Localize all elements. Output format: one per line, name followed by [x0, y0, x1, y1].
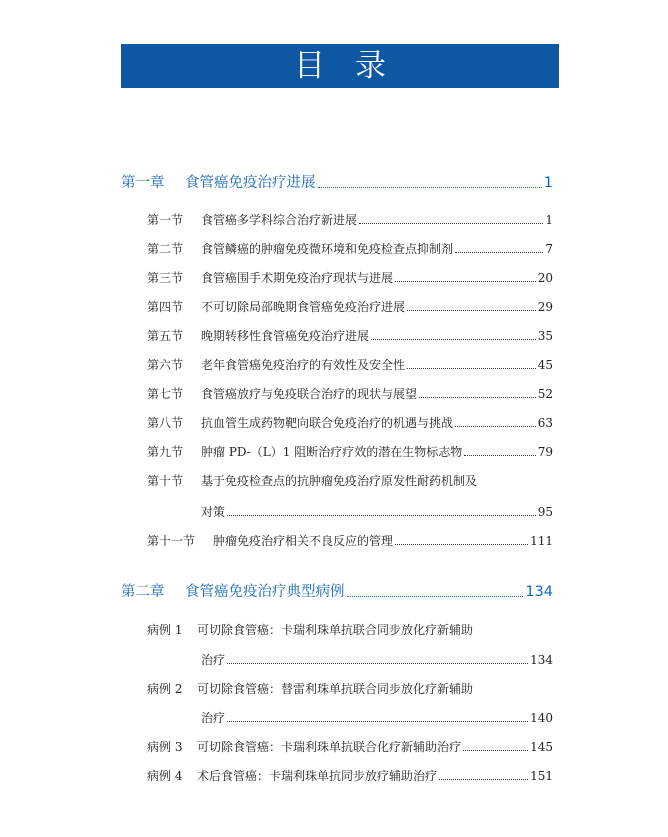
toc-case-continuation[interactable]	[201, 709, 553, 726]
section-label: 第六节	[147, 358, 184, 372]
toc-section[interactable]	[147, 472, 553, 489]
dot-leader	[407, 310, 536, 311]
section-title: 食管癌放疗与免疫联合治疗的现状与展望	[201, 387, 418, 401]
case-page: 145	[530, 740, 553, 754]
chapter-title: 食管癌免疫治疗典型病例	[185, 584, 345, 600]
toc-case[interactable]	[147, 767, 553, 784]
case-title: 可切除食管癌：卡瑞利珠单抗联合同步放化疗新辅助	[197, 623, 474, 637]
chapter-title: 食管癌免疫治疗进展	[185, 175, 316, 191]
case-label: 病例 2	[147, 682, 183, 696]
toc-section[interactable]	[147, 532, 553, 549]
section-page: 1	[545, 213, 553, 227]
section-title: 食管癌多学科综合治疗新进展	[201, 213, 358, 227]
section-page: 35	[537, 329, 553, 343]
section-title: 食管癌围手术期免疫治疗现状与进展	[201, 271, 394, 285]
section-title: 晚期转移性食管癌免疫治疗进展	[201, 329, 370, 343]
section-label: 第二节	[147, 242, 184, 256]
section-title: 老年食管癌免疫治疗的有效性及安全性	[201, 358, 406, 372]
section-page: 20	[537, 271, 553, 285]
chapter-page: 134	[525, 584, 553, 600]
section-title: 不可切除局部晚期食管癌免疫治疗进展	[201, 300, 406, 314]
toc-section[interactable]	[147, 327, 553, 344]
case-label: 病例 1	[147, 623, 183, 637]
dot-leader	[419, 397, 536, 398]
dot-leader	[395, 281, 536, 282]
dot-leader	[371, 339, 536, 340]
section-label: 第八节	[147, 416, 184, 430]
section-page: 63	[537, 416, 553, 430]
section-label: 第七节	[147, 387, 184, 401]
section-page: 79	[537, 445, 553, 459]
dot-leader	[227, 721, 528, 722]
section-page: 111	[530, 534, 553, 548]
dot-leader	[463, 750, 528, 751]
dot-leader	[227, 515, 536, 516]
section-page: 95	[537, 505, 553, 519]
dot-leader	[455, 426, 536, 427]
dot-leader	[407, 368, 536, 369]
dot-leader	[455, 252, 543, 253]
toc-section[interactable]	[147, 356, 553, 373]
case-page: 140	[530, 711, 553, 725]
dot-leader	[464, 455, 536, 456]
section-page: 45	[537, 358, 553, 372]
toc-section[interactable]	[147, 269, 553, 286]
section-label: 第十一节	[147, 534, 196, 548]
section-title: 基于免疫检查点的抗肿瘤免疫治疗原发性耐药机制及	[201, 474, 478, 488]
section-title: 肿瘤免疫治疗相关不良反应的管理	[213, 534, 394, 548]
case-title-cont: 治疗	[201, 711, 226, 725]
section-page: 29	[537, 300, 553, 314]
dot-leader	[359, 223, 543, 224]
dot-leader	[395, 544, 528, 545]
case-label: 病例 3	[147, 740, 183, 754]
case-title: 可切除食管癌：替雷利珠单抗联合同步放化疗新辅助	[197, 682, 474, 696]
toc-case[interactable]	[147, 680, 553, 697]
section-label: 第四节	[147, 300, 184, 314]
case-page: 134	[530, 653, 553, 667]
toc-case[interactable]	[147, 738, 553, 755]
toc-chapter-1[interactable]	[121, 171, 553, 192]
chapter-page: 1	[543, 175, 553, 191]
section-label: 第九节	[147, 445, 184, 459]
case-page: 151	[530, 769, 553, 783]
chapter-label: 第二章	[121, 584, 165, 600]
section-title-cont: 对策	[201, 505, 226, 519]
chapter-label: 第一章	[121, 175, 165, 191]
case-label: 病例 4	[147, 769, 183, 783]
toc-title: 目录	[294, 47, 416, 84]
toc-section[interactable]	[147, 211, 553, 228]
dot-leader	[439, 779, 528, 780]
section-label: 第一节	[147, 213, 184, 227]
section-label: 第十节	[147, 474, 184, 488]
dot-leader	[318, 187, 542, 188]
section-page: 52	[537, 387, 553, 401]
section-page: 7	[545, 242, 553, 256]
toc-case[interactable]	[147, 621, 553, 638]
toc-case-continuation[interactable]	[201, 651, 553, 668]
toc-section[interactable]	[147, 385, 553, 402]
toc-section[interactable]	[147, 414, 553, 431]
case-title-cont: 治疗	[201, 653, 226, 667]
toc-chapter-2[interactable]	[121, 580, 553, 601]
section-label: 第三节	[147, 271, 184, 285]
toc-section-continuation[interactable]	[201, 503, 553, 520]
section-title: 肿瘤 PD-（L）1 阻断治疗疗效的潜在生物标志物	[201, 445, 463, 459]
toc-banner	[121, 44, 559, 88]
section-label: 第五节	[147, 329, 184, 343]
toc-section[interactable]	[147, 240, 553, 257]
toc-section[interactable]	[147, 298, 553, 315]
case-title: 术后食管癌：卡瑞利珠单抗同步放疗辅助治疗	[197, 769, 438, 783]
section-title: 食管鳞癌的肿瘤免疫微环境和免疫检查点抑制剂	[201, 242, 454, 256]
toc-section[interactable]	[147, 443, 553, 460]
section-title: 抗血管生成药物靶向联合免疫治疗的机遇与挑战	[201, 416, 454, 430]
dot-leader	[347, 596, 524, 597]
dot-leader	[227, 663, 528, 664]
case-title: 可切除食管癌：卡瑞利珠单抗联合化疗新辅助治疗	[197, 740, 462, 754]
